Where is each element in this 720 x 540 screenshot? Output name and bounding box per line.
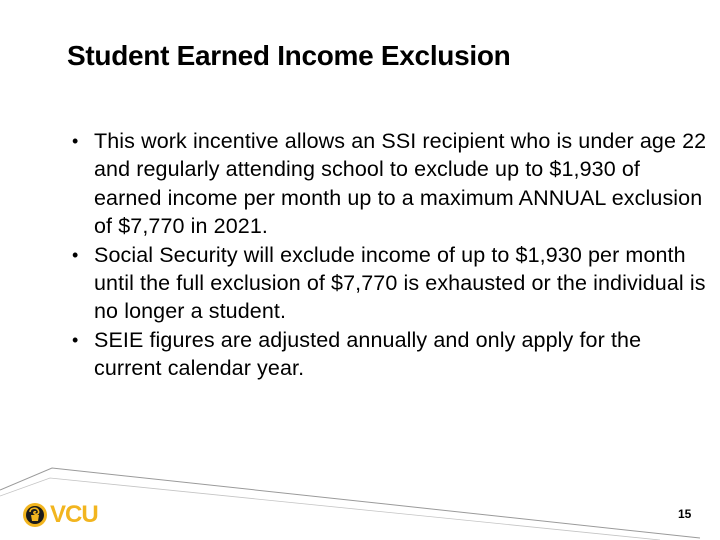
bullet-text: Social Security will exclude income of up to $1,930 per month until the full exclusion of $7,770 is exhausted or the individual is no longer a student. <box>94 242 706 324</box>
vcu-logo <box>22 502 98 528</box>
bullet-item <box>72 127 712 241</box>
bullet-item <box>72 326 712 383</box>
logo-wordmark: VCU <box>50 501 98 528</box>
footer-swoosh-line-2 <box>0 478 660 540</box>
bullet-text: SEIE figures are adjusted annually and only apply for the current calendar year. <box>94 327 642 381</box>
bullet-list <box>72 127 712 383</box>
bullet-item <box>72 241 712 326</box>
bullet-marker: • <box>72 329 79 350</box>
bullet-marker: • <box>72 131 79 151</box>
bullet-text: This work incentive allows an SSI recipient who is under age 22 and regularly attending school to exclude up to $1,930 of earned income per month up to a maximum ANNUAL exclusion of $7,770 in 2021. <box>94 129 707 239</box>
ram-seal-icon <box>22 502 48 528</box>
bullet-marker: • <box>72 244 79 265</box>
slide-title: Student Earned Income Exclusion <box>67 40 511 71</box>
footer-swoosh-line <box>0 468 700 538</box>
page-number: 15 <box>678 507 692 521</box>
